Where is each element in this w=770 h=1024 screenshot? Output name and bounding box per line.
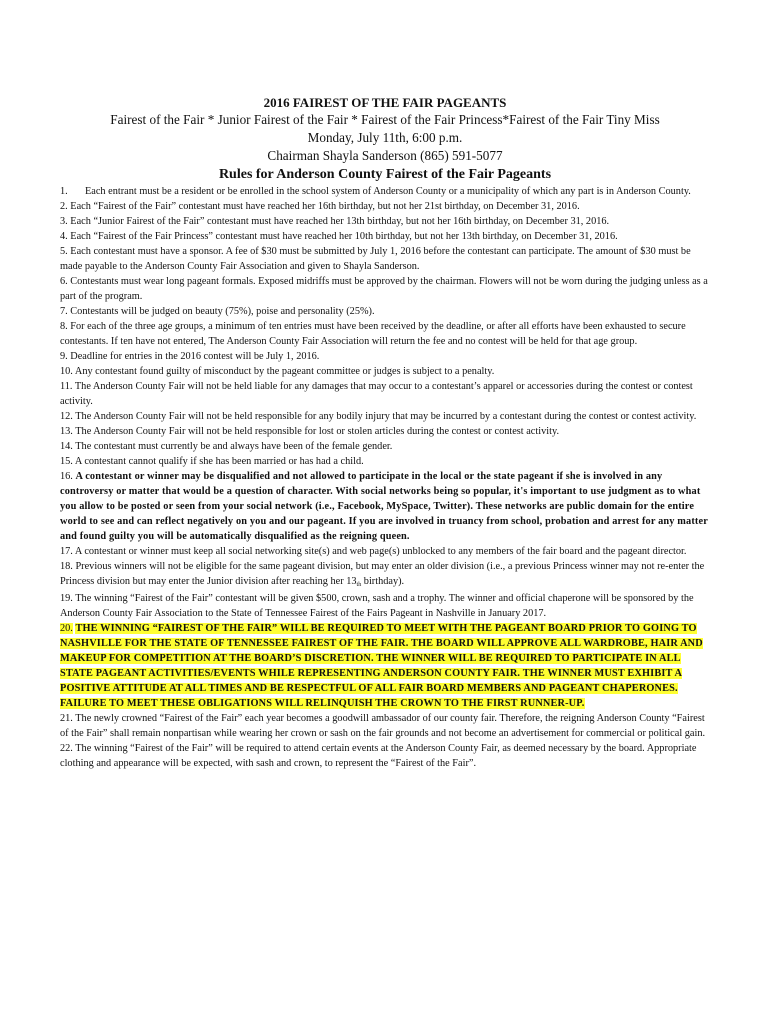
rule-20 [60, 621, 710, 711]
rule-2: 2. Each “Fairest of the Fair” contestant must have reached her 16th birthday, but not her 21st birthday, on December 31, 2016. [60, 201, 580, 212]
rule-9: 9. Deadline for entries in the 2016 contest will be July 1, 2016. [60, 351, 320, 362]
rule-11: 11. The Anderson County Fair will not be held liable for any damages that may occur to a contestant’s apparel or accessories during the contest or contest activity. [60, 381, 693, 407]
rule-13: 13. The Anderson County Fair will not be held responsible for lost or stolen articles during the contest or contest activity. [60, 426, 560, 437]
pageant-divisions: Fairest of the Fair * Junior Fairest of the Fair * Fairest of the Fair Princess*Fairest of the Fair Tiny Miss [110, 112, 660, 127]
rule-18-text-b: birthday). [361, 576, 405, 587]
rules-list [60, 184, 710, 771]
rule-10: 10. Any contestant found guilty of misconduct by the pageant committee or judges is subject to a penalty. [60, 366, 495, 377]
document-page [60, 94, 710, 771]
rule-19: 19. The winning “Fairest of the Fair” contestant will be given $500, crown, sash and a trophy. The winner and official chaperone will be sponsored by the Anderson County Fair Association to the State of Tennessee Fairest of the Fairs Pageant in Nashville in January 2017. [60, 593, 694, 619]
rule-3: 3. Each “Junior Fairest of the Fair” contestant must have reached her 13th birthday, but not her 16th birthday, on December 31, 2016. [60, 216, 610, 227]
rule-22: 22. The winning “Fairest of the Fair” will be required to attend certain events at the Anderson County Fair, as deemed necessary by the board. Appropriate clothing and appearance will be expected, with sash and crown, to represent the “Fairest of the Fair”. [60, 743, 697, 769]
rule-17: 17. A contestant or winner must keep all social networking site(s) and web page(s) unblocked to any members of the fair board and the pageant director. [60, 546, 687, 557]
document-title: 2016 FAIREST OF THE FAIR PAGEANTS [263, 95, 507, 110]
rule-16-number: 16. [60, 471, 73, 482]
rule-12: 12. The Anderson County Fair will not be held responsible for any bodily injury that may be incurred by a contestant during the contest or contest activity. [60, 411, 697, 422]
rule-18 [60, 559, 710, 591]
rules-heading: Rules for Anderson County Fairest of the Fair Pageants [218, 167, 552, 182]
rule-14: 14. The contestant must currently be and always have been of the female gender. [60, 441, 393, 452]
rule-5: 5. Each contestant must have a sponsor. A fee of $30 must be submitted by July 1, 2016 before the contestant can participate. The amount of $30 must be made payable to the Anderson County Fair Association and given to Shayla Sanderson. [60, 246, 691, 272]
rule-16-text: A contestant or winner may be disqualified and not allowed to participate in the local or the state pageant if she is involved in any controversy or matter that would be a question of character. With social networks being so popular, it's important to use judgment as to what you allow to be posted or seen from your social network (i.e., Facebook, MySpace, Twitter). These networks are public domain for the entire world to see and can reflect negatively on you and our pageant. If you are involved in truancy from school, probation and arrest for any matter and found guilty you will be automatically disqualified as the reigning queen. [60, 471, 708, 542]
rule-1-number: 1. [60, 186, 68, 197]
rule-18-suffix: th [356, 582, 362, 588]
rule-7: 7. Contestants will be judged on beauty (75%), poise and personality (25%). [60, 306, 375, 317]
rule-15: 15. A contestant cannot qualify if she has been married or has had a child. [60, 456, 364, 467]
rule-16 [60, 469, 710, 544]
rule-21: 21. The newly crowned “Fairest of the Fair” each year becomes a goodwill ambassador of our county fair. Therefore, the reigning Anderson County “Fairest of the Fair” shall remain nonpartisan while wearing her crown or sash on the fair grounds and not become an advertisement for commercial or political gain. [60, 713, 706, 739]
rule-18-text-a: 18. Previous winners will not be eligible for the same pageant division, but may enter an older division (i.e., a previous Princess winner may not re-enter the Princess division but may enter the Junior division after reaching her 13 [60, 561, 705, 587]
rule-4: 4. Each “Fairest of the Fair Princess” contestant must have reached her 10th birthday, but not her 13th birthday, on December 31, 2016. [60, 231, 618, 242]
rule-20-number: 20. [60, 623, 73, 634]
rule-6: 6. Contestants must wear long pageant formals. Exposed midriffs must be approved by the chairman. Flowers will not be worn during the judging unless as a part of the program. [60, 276, 708, 302]
rule-1-text: Each entrant must be a resident or be enrolled in the school system of Anderson County or a municipality of which any part is in Anderson County. [85, 186, 691, 197]
rule-8: 8. For each of the three age groups, a minimum of ten entries must have been received by the deadline, or after all efforts have been exhausted to secure contestants. If ten have not entered, The Anderson County Fair Association will return the fee and no contest will be held for that age group. [60, 321, 686, 347]
rule-1 [60, 184, 710, 199]
rule-20-text: THE WINNING “FAIREST OF THE FAIR” WILL BE REQUIRED TO MEET WITH THE PAGEANT BOARD PRIOR TO GOING TO NASHVILLE FOR THE STATE OF TENNESSEE FAIREST OF THE FAIR. THE BOARD WILL APPROVE ALL WARDROBE, HAIR AND MAKEUP FOR COMPETITION AT THE BOARD’S DISCRETION. THE WINNER WILL BE REQUIRED TO PARTICIPATE IN ALL STATE PAGEANT ACTIVITIES/EVENTS WHILE REPRESENTING ANDERSON COUNTY FAIR. THE WINNER MUST EXHIBIT A POSITIVE ATTITUDE AT ALL TIMES AND BE RESPECTFUL OF ALL FAIR BOARD MEMBERS AND PAGEANT CHAPERONES. FAILURE TO MEET THESE OBLIGATIONS WILL RELINQUISH THE CROWN TO THE FIRST RUNNER-UP. [60, 623, 703, 709]
chairman-contact: Chairman Shayla Sanderson (865) 591-5077 [267, 148, 503, 163]
event-date: Monday, July 11th, 6:00 p.m. [307, 130, 463, 145]
